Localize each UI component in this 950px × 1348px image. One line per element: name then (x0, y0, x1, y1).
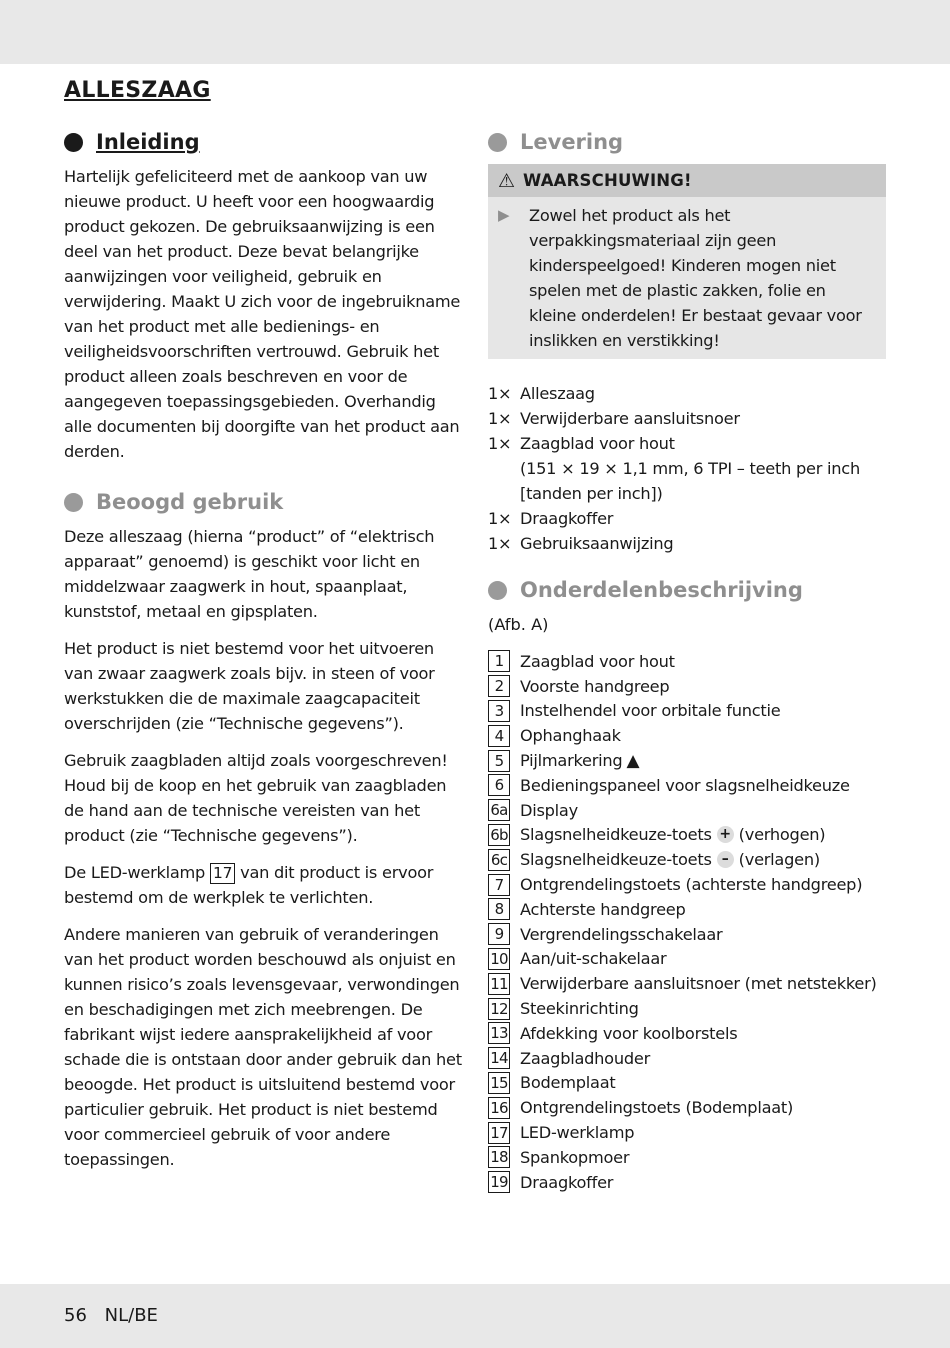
item-text: Zaagblad voor hout (520, 434, 675, 453)
warning-text: Zowel het product als het verpakkingsmateriaal zijn geen kinderspeelgoed! Kinderen mogen niet spelen met de plastic zakken, folie en kleine onderdelen! Er bestaat gevaar voor inslikken en verstikking! (529, 206, 862, 350)
intended-use-paragraph: Het product is niet bestemd voor het uitvoeren van zwaar zaagwerk zoals bijv. in steen of voor werkstukken die de maximale zaagcapaciteit overschrijden (zie “Technische gegevens”). (64, 639, 435, 733)
part-label: Aan/uit-schakelaar (520, 949, 667, 969)
quantity (488, 456, 520, 481)
part-label: Ophanghaak (520, 726, 621, 746)
section-title: Beoogd gebruik (96, 490, 284, 514)
intended-use-paragraph (64, 860, 464, 910)
part-label: Achterste handgreep (520, 899, 686, 919)
header-band (0, 0, 950, 64)
part-number: 18 (488, 1146, 510, 1168)
list-item (488, 431, 888, 456)
part-number: 17 (488, 1122, 510, 1144)
document-title: ALLESZAAG (64, 78, 211, 103)
part-number: 16 (488, 1097, 510, 1119)
quantity: 1× (488, 509, 512, 528)
paragraph-text: van dit product is ervoor bestemd om de werkplek te verlichten. (64, 863, 434, 907)
part-number: 6a (488, 799, 510, 821)
locale-label: NL/BE (104, 1305, 158, 1326)
list-item (488, 847, 888, 872)
part-reference: 17 (210, 863, 235, 884)
intro-paragraph: Hartelijk gefeliciteerd met de aankoop van uw nieuwe product. U heeft voor een hoogwaardig product gekozen. De gebruiksaanwijzing is een deel van het product. Deze bevat belangrijke aanwijzingen voor veiligheid, gebruik en verwijdering. Maakt U zich voor de ingebruikname van het product met alle bedienings- en veiligheidsvoorschriften vertrouwd. Gebruik het product alleen zoals beschreven en voor de aangegeven toepassingsgebieden. Overhandig alle documenten bij doorgifte van het product aan derden. (64, 167, 461, 461)
part-number: 4 (488, 725, 510, 747)
bullet-icon (64, 133, 83, 152)
item-text: Alleszaag (520, 384, 595, 403)
bullet-icon (488, 133, 507, 152)
minus-icon: – (717, 851, 734, 868)
list-item (488, 699, 888, 724)
list-item (488, 1095, 888, 1120)
item-text: Draagkoffer (520, 509, 614, 528)
section-title: Inleiding (96, 130, 200, 154)
part-label: Spankopmoer (520, 1147, 630, 1167)
list-item (488, 748, 888, 773)
figure-reference: (Afb. A) (488, 615, 549, 634)
list-item (488, 506, 888, 531)
quantity (488, 481, 520, 506)
part-suffix: (verhogen) (738, 825, 826, 845)
list-item (488, 1046, 888, 1071)
paragraph-text: De LED-werklamp (64, 863, 206, 882)
list-item (488, 1120, 888, 1145)
part-number: 5 (488, 750, 510, 772)
part-label: Bedieningspaneel voor slagsnelheidkeuze (520, 775, 850, 795)
list-item (488, 481, 888, 506)
list-item (488, 971, 888, 996)
item-text: (151 × 19 × 1,1 mm, 6 TPI – teeth per inch (520, 459, 860, 478)
warning-box (488, 164, 886, 359)
part-label: Vergrendelingsschakelaar (520, 924, 723, 944)
part-label: Ontgrendelingstoets (achterste handgreep) (520, 875, 863, 895)
bullet-icon (488, 581, 507, 600)
arrow-marker-icon: ▲ (626, 750, 640, 771)
part-number: 8 (488, 898, 510, 920)
part-label: LED-werklamp (520, 1123, 635, 1143)
left-column (64, 126, 464, 1184)
right-column (488, 126, 888, 1195)
list-item (488, 823, 888, 848)
part-number: 2 (488, 675, 510, 697)
section-heading-levering (488, 126, 888, 158)
part-number: 6b (488, 824, 510, 846)
list-item (488, 897, 888, 922)
list-item (488, 531, 888, 556)
part-number: 13 (488, 1022, 510, 1044)
list-item (488, 406, 888, 431)
warning-body (488, 197, 886, 359)
list-item (488, 674, 888, 699)
page-footer (64, 1305, 170, 1326)
list-item (488, 798, 888, 823)
part-label: Zaagblad voor hout (520, 651, 675, 671)
quantity: 1× (488, 409, 512, 428)
list-item (488, 1021, 888, 1046)
part-number: 15 (488, 1072, 510, 1094)
intended-use-paragraph: Gebruik zaagbladen altijd zoals voorgeschreven! Houd bij de koop en het gebruik van zaagbladen de hand aan de technische vereisten van het product (zie “Technische gegevens”). (64, 751, 448, 845)
part-label: Steekinrichting (520, 999, 639, 1019)
part-number: 12 (488, 998, 510, 1020)
warning-icon: ⚠ (498, 169, 516, 192)
part-number: 1 (488, 650, 510, 672)
quantity: 1× (488, 434, 512, 453)
part-label: Instelhendel voor orbitale functie (520, 701, 781, 721)
part-label: Verwijderbare aansluitsnoer (met netstekker) (520, 974, 877, 994)
quantity: 1× (488, 534, 512, 553)
bullet-icon (64, 493, 83, 512)
item-text: Gebruiksaanwijzing (520, 534, 674, 553)
intended-use-paragraph: Deze alleszaag (hierna “product” of “elektrisch apparaat” genoemd) is geschikt voor licht en middelzwaar zaagwerk in hout, spaanplaat, kunststof, metaal en gipsplaten. (64, 527, 435, 621)
list-item (488, 1071, 888, 1096)
section-heading-onderdelenbeschrijving (488, 574, 888, 606)
part-label: Slagsnelheidkeuze-toets (520, 850, 712, 870)
part-label: Pijlmarkering (520, 751, 623, 771)
part-number: 11 (488, 973, 510, 995)
part-label: Ontgrendelingstoets (Bodemplaat) (520, 1098, 794, 1118)
warning-title: WAARSCHUWING! (523, 171, 692, 190)
list-item (488, 947, 888, 972)
item-text: Verwijderbare aansluitsnoer (520, 409, 740, 428)
part-label: Voorste handgreep (520, 676, 670, 696)
part-label: Slagsnelheidkeuze-toets (520, 825, 712, 845)
list-item (488, 872, 888, 897)
part-label: Zaagbladhouder (520, 1048, 650, 1068)
list-item (488, 1170, 888, 1195)
delivery-list (488, 381, 888, 556)
list-item (488, 649, 888, 674)
arrow-right-icon: ▶ (498, 206, 510, 224)
list-item (488, 723, 888, 748)
part-label: Draagkoffer (520, 1172, 614, 1192)
parts-list (488, 649, 888, 1195)
item-text: [tanden per inch]) (520, 484, 663, 503)
part-number: 6c (488, 849, 510, 871)
quantity: 1× (488, 384, 512, 403)
warning-header (488, 164, 886, 197)
part-number: 14 (488, 1047, 510, 1069)
list-item (488, 456, 888, 481)
part-label: Bodemplaat (520, 1073, 616, 1093)
part-number: 7 (488, 874, 510, 896)
section-heading-beoogd-gebruik (64, 486, 464, 518)
part-number: 9 (488, 923, 510, 945)
part-number: 3 (488, 700, 510, 722)
part-suffix: (verlagen) (738, 850, 820, 870)
part-number: 6 (488, 774, 510, 796)
plus-icon: + (717, 826, 734, 843)
part-label: Display (520, 800, 578, 820)
list-item (488, 1145, 888, 1170)
intended-use-paragraph: Andere manieren van gebruik of veranderingen van het product worden beschouwd als onjuist en kunnen risico’s zoals levensgevaar, verwondingen en beschadigingen met zich meebrengen. De fabrikant wijst iedere aansprakelijkheid af voor schade die is ontstaan door ander gebruik dan het beoogde. Het product is uitsluitend bestemd voor particulier gebruik. Het product is niet bestemd voor commercieel gebruik of voor andere toepassingen. (64, 925, 462, 1169)
list-item (488, 996, 888, 1021)
section-title: Onderdelenbeschrijving (520, 578, 803, 602)
page-number: 56 (64, 1305, 87, 1326)
list-item (488, 773, 888, 798)
part-number: 10 (488, 948, 510, 970)
part-label: Afdekking voor koolborstels (520, 1023, 738, 1043)
list-item (488, 922, 888, 947)
part-number: 19 (488, 1171, 510, 1193)
section-title: Levering (520, 130, 624, 154)
list-item (488, 381, 888, 406)
section-heading-inleiding (64, 126, 464, 158)
